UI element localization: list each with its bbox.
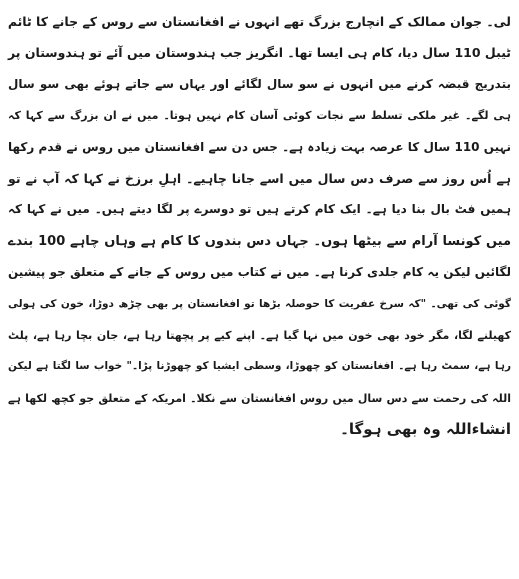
text-line: کھیلنے لگا، مگر خود بھی خون میں نہا گیا ہے۔ اپنے کیے پر پچھتا رہا ہے، جان بچا رہا ہے، پلٹ xyxy=(8,328,511,342)
text-line: اللہ کی رحمت سے دس سال میں روس افغانستان سے نکلا۔ امریکہ کے متعلق جو کچھ لکھا ہے xyxy=(8,391,511,405)
text-line: ہے اُس روز سے صرف دس سال میں اسے جانا چاہیے۔ اہلِ برزخ نے کہا کہ آپ نے تو xyxy=(8,170,511,186)
text-line-final: انشاءاللہ وہ بھی ہوگا۔ xyxy=(340,420,511,439)
text-line: لگائیں لیکن یہ کام جلدی کرنا ہے۔ میں نے کتاب میں روس کے جانے کے متعلق جو پیشین xyxy=(8,265,511,280)
text-line: بتدریج قبضہ کرنے میں انہوں نے سو سال لگائے اور یہاں سے جاتے ہوئے بھی سو سال xyxy=(8,76,511,91)
text-line: میں کونسا آرام سے بیٹھا ہوں۔ جہاں دس بندوں کا کام ہے وہاں چاہے 100 بندے xyxy=(8,233,511,249)
text-line: رہا ہے، سمٹ رہا ہے۔ افغانستان کو چھوڑا، وسطی ایشیا کو چھوڑنا پڑا۔" خواب سا لگتا ہے لیکن xyxy=(8,360,511,373)
text-line: نہیں 110 سال کا عرصہ بہت زیادہ ہے۔ جس دن سے افغانستان میں روس نے قدم رکھا xyxy=(8,139,512,154)
text-line: لی۔ جوان ممالک کے انچارج بزرگ تھے انہوں نے افغانستان سے روس کے جانے کا ٹائم xyxy=(7,14,511,29)
text-line: ہمیں فٹ بال بنا دیا ہے۔ ایک کام کرتے ہیں تو دوسرے پر لگا دیتے ہیں۔ میں نے کہا کہ xyxy=(8,202,511,217)
text-line: ٹیبل 110 سال دیا، کام ہی ایسا تھا۔ انگریز جب ہندوستان میں آئے تو ہندوستان پر xyxy=(8,45,511,61)
text-line: گوئی کی تھی۔ "کہ سرخ عفریت کا حوصلہ بڑھا تو افغانستان پر بھی چڑھ دوڑا، خون کی ہولی xyxy=(8,297,511,310)
urdu-text-body xyxy=(6,6,513,573)
text-line: ہی لگے۔ غیر ملکی تسلط سے نجات کوئی آسان کام نہیں ہوتا۔ میں نے ان بزرگ سے کہا کہ xyxy=(8,109,511,123)
